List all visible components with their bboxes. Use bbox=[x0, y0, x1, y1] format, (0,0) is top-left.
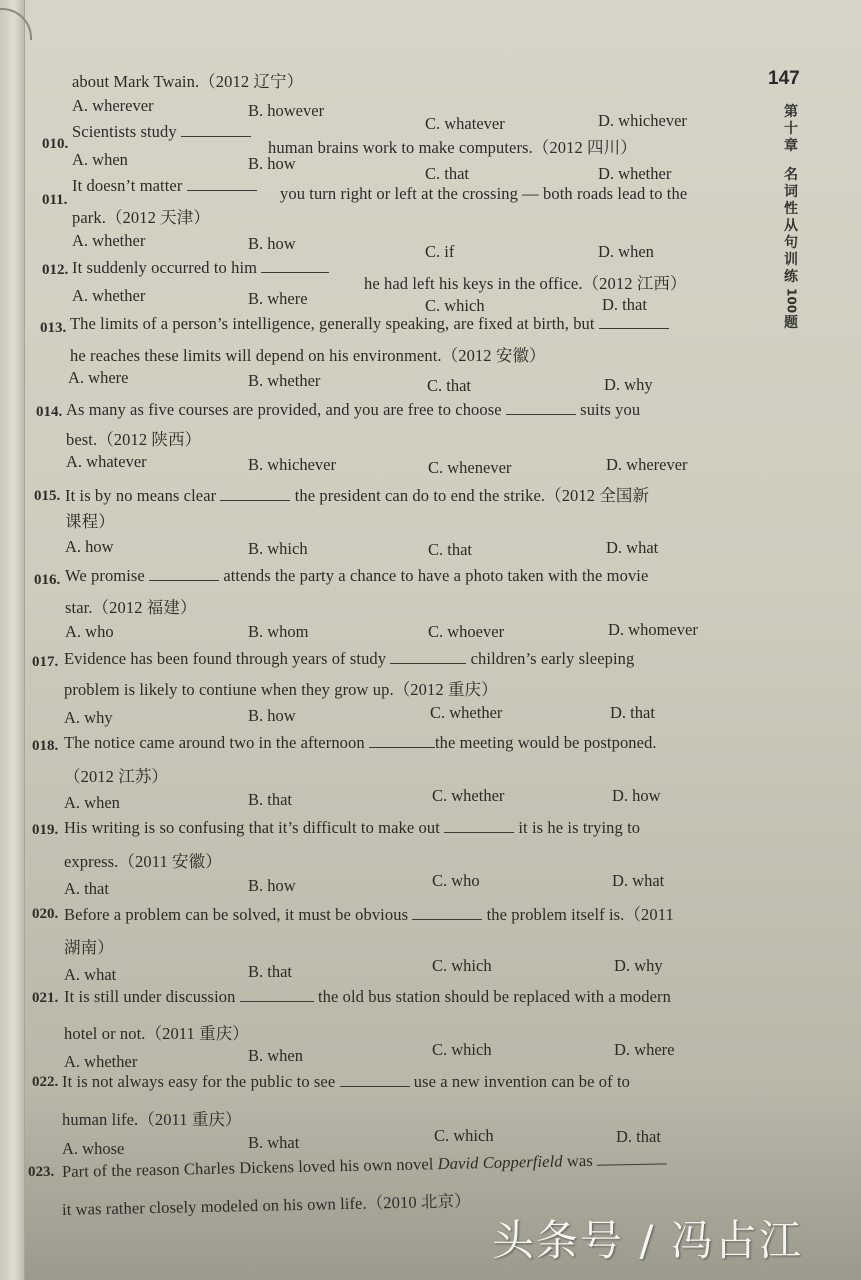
page-number: 147 bbox=[768, 68, 800, 89]
question-list: about Mark Twain.（2012 辽宁） A. wherever B. however C. whatever D. whichever 010. Scientists study human brains work to make computers.（2012 四川） A. when B. how C. that D. whether 011. It doesn’t matter you turn right or left at the crossing — both roads lead to the park.（2012 天津） A. whether B. how C. if D. when 012. It suddenly occurred to him he had left his keys in the office.（2012 江西） A. whether B. where C. which D. that 013. The limits of a person’s intelligence, generally speaking, are fixed at birth, but he reaches these limits will depend on his environment.（2012 安徽） A. where B. whether C. that D. why 014. As many as five courses are provided, and you are free to choose suits you best.（2012 陕西） A. whatever B. whichever C. whenever D. wherever 015. It is by no means clear the president can do to end the strike.（2012 全国新 课程） A. how B. which C. that D. what 016. We promise attends the party a chance to have a photo taken with the movie star.（2012 福建） A. who B. whom C. whoever D. whomever 017. Evidence has been found through years of study children’s early sleeping problem is likely to contiune when they grow up.（2012 重庆） A. why B. how C. whether D. that 018. The notice came around two in the afternoon the meeting would be postponed. （2012 江苏） A. when B. that C. whether D. how 019. His writing is so confusing that it’s difficult to make out it is he is trying to express.（2011 安徽） A. that B. how C. who D. what 020. Before a problem can be solved, it must be obvious the problem itself is.（2011 湖南） A. what B. that C. which D. why 021. It is still under discussion the old bus station should be replaced with a modern hotel or not.（2011 重庆） A. whether B. when C. which D. where 022. It is not always easy for the public to see use a new invention can be of to human life.（2011 重庆） A. whose B. what C. which D. that 023. Part of the reason Charles Dickens loved his own novel David Copperfield was it was rather closely modeled on his own life.（2010 北京） bbox=[28, 72, 698, 1219]
side-chapter-title: 第 十 章 名 词 性 从 句 训 练 100 题 bbox=[784, 104, 799, 332]
watermark: 头条号 / 冯占江 bbox=[492, 1216, 803, 1265]
